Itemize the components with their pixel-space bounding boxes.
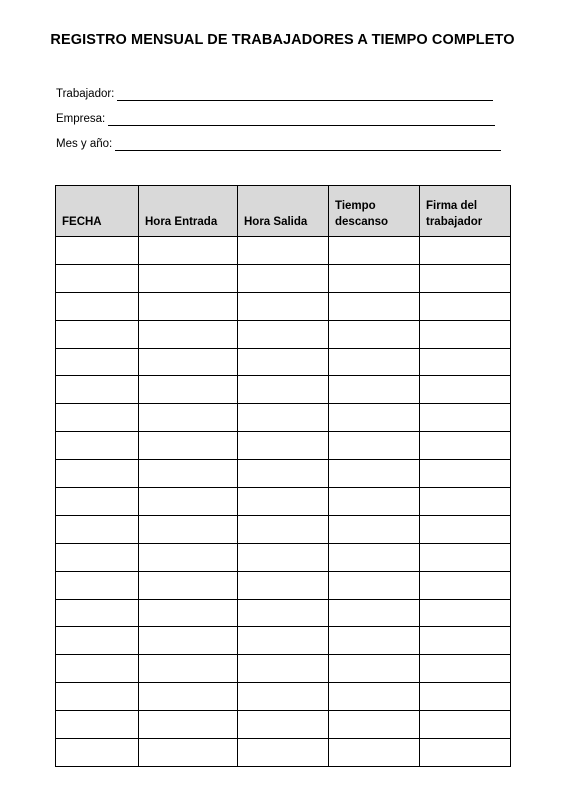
table-cell[interactable] [329, 376, 420, 404]
table-cell[interactable] [329, 488, 420, 516]
table-cell[interactable] [420, 543, 511, 571]
table-cell[interactable] [238, 237, 329, 265]
table-cell[interactable] [56, 515, 139, 543]
table-cell[interactable] [329, 432, 420, 460]
table-cell[interactable] [329, 655, 420, 683]
table-row [56, 627, 511, 655]
table-cell[interactable] [420, 432, 511, 460]
table-cell[interactable] [420, 404, 511, 432]
table-row [56, 292, 511, 320]
table-cell[interactable] [420, 571, 511, 599]
month-year-input-line[interactable] [115, 138, 501, 151]
table-cell[interactable] [56, 655, 139, 683]
table-cell[interactable] [56, 432, 139, 460]
table-cell[interactable] [139, 655, 238, 683]
table-cell[interactable] [238, 627, 329, 655]
table-cell[interactable] [139, 683, 238, 711]
company-input-line[interactable] [108, 113, 495, 126]
table-cell[interactable] [420, 292, 511, 320]
table-cell[interactable] [238, 571, 329, 599]
table-row [56, 655, 511, 683]
table-cell[interactable] [238, 488, 329, 516]
table-cell[interactable] [56, 543, 139, 571]
table-cell[interactable] [329, 683, 420, 711]
table-cell[interactable] [238, 348, 329, 376]
table-cell[interactable] [56, 683, 139, 711]
table-row [56, 264, 511, 292]
table-cell[interactable] [420, 460, 511, 488]
table-cell[interactable] [56, 264, 139, 292]
table-cell[interactable] [420, 320, 511, 348]
table-cell[interactable] [139, 404, 238, 432]
table-cell[interactable] [56, 488, 139, 516]
column-header-entry-time: Hora Entrada [139, 186, 238, 237]
table-cell[interactable] [238, 264, 329, 292]
table-cell[interactable] [329, 460, 420, 488]
table-cell[interactable] [329, 292, 420, 320]
table-cell[interactable] [139, 543, 238, 571]
table-cell[interactable] [56, 320, 139, 348]
table-row [56, 432, 511, 460]
table-cell[interactable] [238, 432, 329, 460]
column-header-exit-time: Hora Salida [238, 186, 329, 237]
table-row [56, 683, 511, 711]
table-row [56, 404, 511, 432]
month-year-label: Mes y año: [56, 138, 113, 150]
table-cell[interactable] [139, 376, 238, 404]
month-year-field [56, 135, 501, 151]
table-cell[interactable] [56, 739, 139, 767]
table-cell[interactable] [329, 543, 420, 571]
table-cell[interactable] [238, 404, 329, 432]
table-cell[interactable] [139, 292, 238, 320]
table-cell[interactable] [238, 376, 329, 404]
column-header-worker-signature: Firma del trabajador [420, 186, 511, 237]
table-row [56, 515, 511, 543]
table-row [56, 320, 511, 348]
table-cell[interactable] [238, 460, 329, 488]
table-row [56, 711, 511, 739]
table-cell[interactable] [420, 739, 511, 767]
table-cell[interactable] [329, 627, 420, 655]
column-header-date: FECHA [56, 186, 139, 237]
table-cell[interactable] [238, 292, 329, 320]
table-cell[interactable] [420, 599, 511, 627]
table-cell[interactable] [420, 264, 511, 292]
table-cell[interactable] [420, 348, 511, 376]
table-cell[interactable] [139, 320, 238, 348]
table-cell[interactable] [139, 571, 238, 599]
table-cell[interactable] [139, 711, 238, 739]
table-cell[interactable] [139, 599, 238, 627]
table-cell[interactable] [329, 320, 420, 348]
table-cell[interactable] [56, 404, 139, 432]
table-row [56, 571, 511, 599]
table-row [56, 488, 511, 516]
table-cell[interactable] [56, 348, 139, 376]
table-cell[interactable] [420, 237, 511, 265]
table-cell[interactable] [329, 237, 420, 265]
table-cell[interactable] [329, 711, 420, 739]
table-cell[interactable] [56, 571, 139, 599]
table-cell[interactable] [139, 488, 238, 516]
table-cell[interactable] [56, 599, 139, 627]
table-cell[interactable] [56, 376, 139, 404]
table-row [56, 348, 511, 376]
table-cell[interactable] [139, 627, 238, 655]
table-cell[interactable] [329, 599, 420, 627]
attendance-table [55, 185, 511, 767]
table-cell[interactable] [420, 488, 511, 516]
table-cell[interactable] [56, 292, 139, 320]
table-cell[interactable] [139, 739, 238, 767]
table-cell[interactable] [56, 627, 139, 655]
table-cell[interactable] [238, 515, 329, 543]
company-field [56, 110, 495, 126]
table-row [56, 376, 511, 404]
table-cell[interactable] [238, 739, 329, 767]
table-body [56, 237, 511, 767]
table-row [56, 739, 511, 767]
worker-label: Trabajador: [56, 88, 115, 100]
table-cell[interactable] [329, 404, 420, 432]
table-cell[interactable] [329, 515, 420, 543]
table-row [56, 237, 511, 265]
worker-input-line[interactable] [117, 88, 493, 101]
table-cell[interactable] [420, 683, 511, 711]
table-cell[interactable] [238, 599, 329, 627]
table-cell[interactable] [420, 627, 511, 655]
table-cell[interactable] [139, 460, 238, 488]
table-cell[interactable] [139, 432, 238, 460]
document-title: REGISTRO MENSUAL DE TRABAJADORES A TIEMPO COMPLETO [50, 32, 515, 48]
table-cell[interactable] [238, 543, 329, 571]
table-cell[interactable] [139, 237, 238, 265]
table-cell[interactable] [56, 711, 139, 739]
table-cell[interactable] [238, 320, 329, 348]
table-cell[interactable] [238, 655, 329, 683]
table-cell[interactable] [56, 237, 139, 265]
table-cell[interactable] [56, 460, 139, 488]
table-cell[interactable] [420, 376, 511, 404]
table-row [56, 599, 511, 627]
worker-field [56, 85, 493, 101]
table-header-row [56, 186, 511, 237]
table-cell[interactable] [139, 515, 238, 543]
table-cell[interactable] [329, 348, 420, 376]
table-row [56, 460, 511, 488]
table-row [56, 543, 511, 571]
table-cell[interactable] [329, 264, 420, 292]
table-cell[interactable] [420, 711, 511, 739]
table-cell[interactable] [139, 348, 238, 376]
company-label: Empresa: [56, 113, 106, 125]
table-cell[interactable] [238, 711, 329, 739]
table-cell[interactable] [329, 739, 420, 767]
column-header-break-time: Tiempo descanso [329, 186, 420, 237]
table-cell[interactable] [238, 683, 329, 711]
table-cell[interactable] [139, 264, 238, 292]
table-cell[interactable] [420, 655, 511, 683]
table-cell[interactable] [329, 571, 420, 599]
table-cell[interactable] [420, 515, 511, 543]
